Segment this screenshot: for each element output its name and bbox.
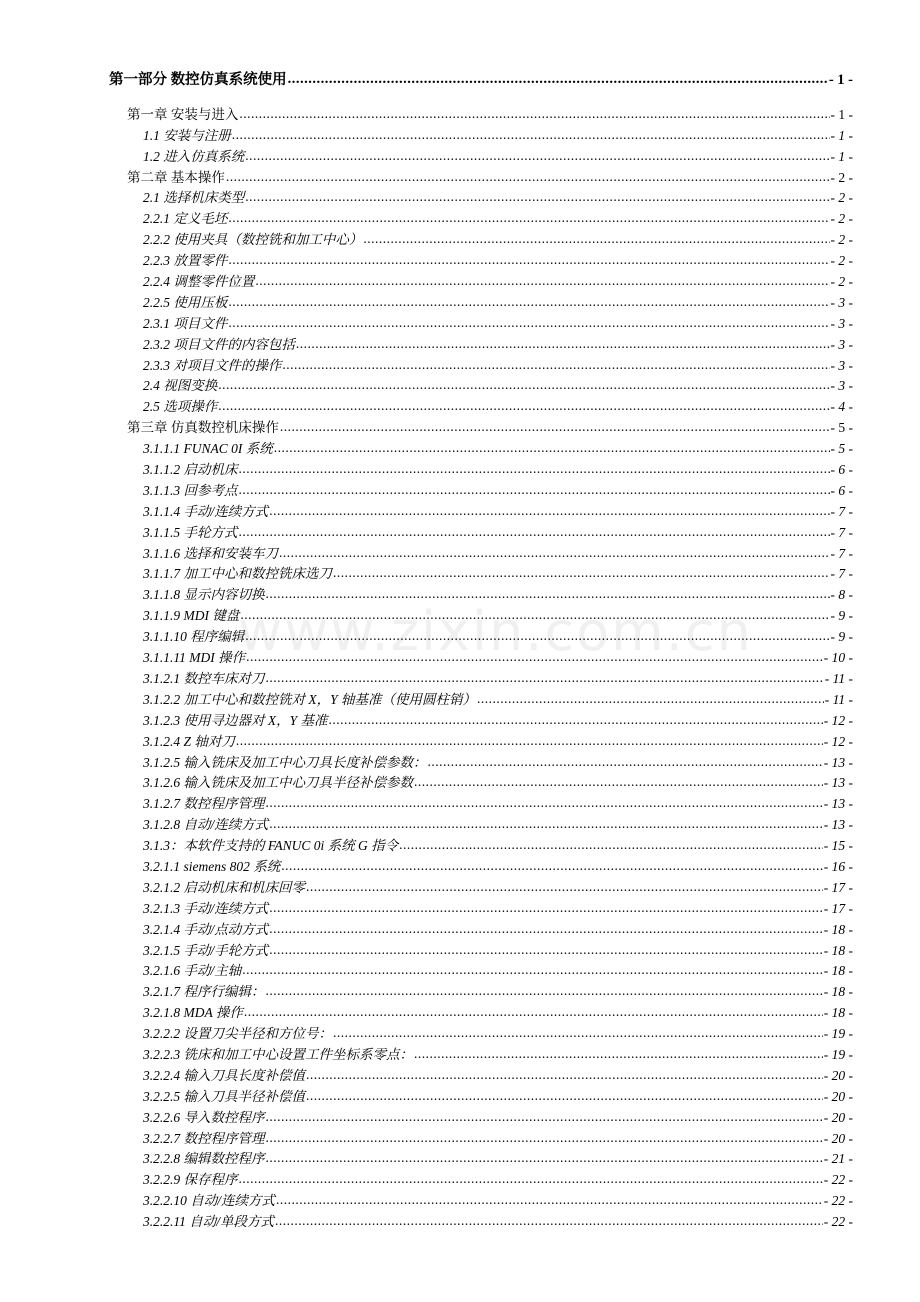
toc-entry-page-number: - 16 -: [823, 858, 853, 874]
toc-entry-title: 3.1.3：本软件支持的 FANUC 0i 系统 G 指令: [143, 838, 399, 854]
toc-entry-page-number: - 2 -: [830, 232, 853, 248]
dot-leader: [282, 357, 829, 373]
toc-section-entry[interactable]: [143, 582, 853, 603]
toc-entry-page-number: - 18 -: [823, 963, 853, 979]
toc-entry-title: 3.1.2.6 输入铣床及加工中心刀具半径补偿参数: [143, 775, 413, 791]
toc-entry-page-number: - 7 -: [830, 566, 853, 582]
toc-entry-title: 3.2.1.3 手动/连续方式: [143, 900, 269, 916]
toc-section-entry[interactable]: [143, 645, 853, 666]
toc-entry-page-number: - 13 -: [823, 754, 853, 770]
toc-section-entry[interactable]: [143, 854, 853, 875]
toc-entry-page-number: - 22 -: [823, 1214, 853, 1230]
toc-section-entry[interactable]: [143, 248, 853, 269]
toc-entry-title: 2.3.3 对项目文件的操作: [143, 357, 282, 373]
dot-leader: [363, 231, 829, 247]
dot-leader: [428, 754, 823, 770]
dot-leader: [269, 900, 822, 916]
dot-leader: [274, 440, 830, 456]
toc-entry-page-number: - 20 -: [823, 1088, 853, 1104]
toc-section-entry[interactable]: [143, 499, 853, 520]
toc-entry-page-number: - 11 -: [824, 691, 853, 707]
toc-entry-page-number: - 19 -: [823, 1046, 853, 1062]
dot-leader: [244, 1004, 823, 1020]
toc-entry-title: 3.1.1.5 手轮方式: [143, 524, 238, 540]
toc-entry-page-number: - 13 -: [823, 796, 853, 812]
toc-entry-page-number: - 8 -: [830, 587, 853, 603]
toc-entry-page-number: - 1 -: [828, 72, 853, 88]
toc-entry-title: 3.2.1.8 MDA 操作: [143, 1005, 243, 1021]
toc-entry-title: 3.2.2.3 铣床和加工中心设置工件坐标系零点：: [143, 1046, 413, 1062]
dot-leader: [276, 1192, 823, 1208]
toc-entry-title: 3.1.1.1 FUNAC 0I 系统: [143, 441, 273, 457]
toc-entry-title: 3.1.2.1 数控车床对刀: [143, 670, 265, 686]
toc-entry-title: 3.1.1.7 加工中心和数控铣床选刀: [143, 566, 332, 582]
toc-entry-page-number: - 21 -: [823, 1151, 853, 1167]
toc-entry-title: 2.3.1 项目文件: [143, 315, 228, 331]
dot-leader: [399, 837, 823, 853]
dot-leader: [306, 879, 823, 895]
toc-entry-title: 3.1.2.7 数控程序管理: [143, 796, 265, 812]
toc-section-entry[interactable]: [143, 227, 853, 248]
toc-entry-page-number: - 6 -: [830, 462, 853, 478]
toc-section-entry[interactable]: [143, 311, 853, 332]
toc-entry-page-number: - 22 -: [823, 1193, 853, 1209]
dot-leader: [228, 294, 829, 310]
toc-entry-page-number: - 6 -: [830, 482, 853, 498]
toc-section-entry[interactable]: [143, 729, 853, 750]
toc-entry-page-number: - 22 -: [823, 1172, 853, 1188]
toc-entry-title: 3.1.2.2 加工中心和数控铣对 X，Y 轴基准（使用圆柱销）: [143, 691, 477, 707]
dot-leader: [414, 774, 823, 790]
toc-section-entry[interactable]: [143, 1021, 853, 1042]
toc-section-entry[interactable]: [143, 938, 853, 959]
toc-entry-page-number: - 12 -: [823, 712, 853, 728]
dot-leader: [269, 503, 829, 519]
toc-section-entry[interactable]: [143, 959, 853, 980]
dot-leader: [266, 983, 823, 999]
toc-entry-page-number: - 7 -: [830, 524, 853, 540]
dot-leader: [266, 670, 824, 686]
dot-leader: [266, 586, 830, 602]
toc-section-entry[interactable]: [143, 562, 853, 583]
dot-leader: [245, 628, 829, 644]
toc-entry-page-number: - 1 -: [830, 127, 853, 143]
toc-entry-title: 3.2.1.2 启动机床和机床回零: [143, 879, 305, 895]
dot-leader: [275, 1213, 823, 1229]
toc-entry-page-number: - 17 -: [823, 879, 853, 895]
dot-leader: [333, 565, 830, 581]
toc-section-entry[interactable]: [143, 1147, 853, 1168]
toc-section-entry[interactable]: [143, 687, 853, 708]
dot-leader: [228, 315, 829, 331]
toc-entry-title: 2.2.4 调整零件位置: [143, 274, 255, 290]
toc-entry-page-number: - 9 -: [830, 608, 853, 624]
dot-leader: [228, 252, 829, 268]
toc-section-entry[interactable]: [143, 1042, 853, 1063]
dot-leader: [240, 607, 829, 623]
toc-entry-title: 3.2.2.11 自动/单段方式: [143, 1214, 274, 1230]
dot-leader: [333, 1025, 823, 1041]
spacer: [0, 88, 920, 102]
dot-leader: [269, 921, 822, 937]
toc-entry-title: 3.2.1.1 siemens 802 系统: [143, 858, 281, 874]
toc-section-entry[interactable]: [143, 791, 853, 812]
dot-leader: [246, 649, 823, 665]
toc-entry-page-number: - 2 -: [830, 169, 853, 185]
toc-section-entry[interactable]: [143, 394, 853, 415]
toc-section-entry[interactable]: [143, 541, 853, 562]
toc-entry-page-number: - 15 -: [823, 838, 853, 854]
toc-entry-page-number: - 12 -: [823, 733, 853, 749]
toc-section-entry[interactable]: [143, 750, 853, 771]
dot-leader: [239, 524, 830, 540]
toc-entry-page-number: - 1 -: [830, 106, 853, 122]
toc-entry-page-number: - 2 -: [830, 274, 853, 290]
toc-entry-title: 3.1.1.10 程序编辑: [143, 629, 245, 645]
toc-entry-page-number: - 18 -: [823, 942, 853, 958]
dot-leader: [296, 336, 830, 352]
toc-entry-title: 2.2.2 使用夹具（数控铣和加工中心）: [143, 232, 363, 248]
toc-entry-page-number: - 5 -: [830, 420, 853, 436]
toc-section-entry[interactable]: [143, 1167, 853, 1188]
toc-section-entry[interactable]: [143, 374, 853, 395]
toc-entry-title: 3.2.2.7 数控程序管理: [143, 1130, 265, 1146]
dot-leader: [245, 148, 829, 164]
toc-entry-title: 3.2.1.4 手动/点动方式: [143, 921, 269, 937]
toc-entry-title: 3.1.1.4 手动/连续方式: [143, 503, 269, 519]
dot-leader: [280, 419, 830, 435]
dot-leader: [266, 1150, 823, 1166]
toc-section-entry[interactable]: [143, 1126, 853, 1147]
toc-section-entry[interactable]: [143, 1105, 853, 1126]
toc-chapter-entry[interactable]: [127, 415, 853, 436]
toc-entry-title: 3.2.2.4 输入刀具长度补偿值: [143, 1067, 305, 1083]
toc-entry-title: 2.5 选项操作: [143, 399, 218, 415]
dot-leader: [266, 795, 823, 811]
toc-entry-page-number: - 3 -: [830, 315, 853, 331]
dot-leader: [242, 962, 822, 978]
toc-entry-page-number: - 20 -: [823, 1130, 853, 1146]
toc-section-entry[interactable]: [143, 896, 853, 917]
toc-section-entry[interactable]: [143, 478, 853, 499]
toc-section-entry[interactable]: [143, 917, 853, 938]
dot-leader: [239, 1171, 823, 1187]
toc-section-entry[interactable]: [143, 206, 853, 227]
toc-section-entry[interactable]: [143, 144, 853, 165]
toc-entry-page-number: - 20 -: [823, 1109, 853, 1125]
toc-section-entry[interactable]: [143, 520, 853, 541]
toc-entry-title: 3.2.2.8 编辑数控程序: [143, 1151, 265, 1167]
toc-entry-title: 2.3.2 项目文件的内容包括: [143, 336, 295, 352]
toc-entry-title: 3.2.2.2 设置刀尖半径和方位号：: [143, 1026, 332, 1042]
toc-entry-title: 3.1.2.3 使用寻边器对 X，Y 基准: [143, 712, 328, 728]
toc-entry-page-number: - 4 -: [830, 399, 853, 415]
toc-entry-title: 3.1.1.11 MDI 操作: [143, 650, 246, 666]
toc-entry-page-number: - 3 -: [830, 294, 853, 310]
toc-entry-title: 2.4 视图变换: [143, 378, 218, 394]
toc-section-entry[interactable]: [143, 436, 853, 457]
toc-section-entry[interactable]: [143, 1209, 853, 1230]
toc-entry-title: 第一章 安装与进入: [127, 106, 239, 122]
toc-entry-title: 2.2.5 使用压板: [143, 294, 228, 310]
dot-leader: [218, 398, 829, 414]
dot-leader: [279, 545, 830, 561]
dot-leader: [255, 273, 829, 289]
toc-entry-page-number: - 2 -: [830, 211, 853, 227]
toc-section-entry[interactable]: [143, 812, 853, 833]
dot-leader: [245, 189, 829, 205]
toc-entry-page-number: - 7 -: [830, 545, 853, 561]
toc-entry-page-number: - 13 -: [823, 775, 853, 791]
toc-entry-title: 1.2 进入仿真系统: [143, 148, 245, 164]
dot-leader: [269, 816, 822, 832]
dot-leader: [306, 1088, 823, 1104]
toc-part-entry[interactable]: [109, 64, 853, 88]
toc-entry-page-number: - 1 -: [830, 148, 853, 164]
toc-entry-page-number: - 17 -: [823, 900, 853, 916]
toc-section-entry[interactable]: [143, 353, 853, 374]
toc-section-entry[interactable]: [143, 979, 853, 1000]
toc-entry-title: 2.1 选择机床类型: [143, 190, 245, 206]
toc-entry-title: 3.2.2.5 输入刀具半径补偿值: [143, 1088, 305, 1104]
toc-entry-page-number: - 20 -: [823, 1067, 853, 1083]
toc-entry-title: 3.1.1.9 MDI 键盘: [143, 608, 240, 624]
toc-section-entry[interactable]: [143, 1084, 853, 1105]
toc-chapter-entry[interactable]: [127, 102, 853, 123]
toc-section-entry[interactable]: [143, 457, 853, 478]
toc-entry-page-number: - 18 -: [823, 921, 853, 937]
dot-leader: [266, 1130, 823, 1146]
dot-leader: [226, 169, 830, 185]
toc-entry-page-number: - 2 -: [830, 253, 853, 269]
dot-leader: [239, 106, 829, 122]
dot-leader: [239, 482, 830, 498]
toc-entry-page-number: - 13 -: [823, 817, 853, 833]
toc-entry-page-number: - 2 -: [830, 190, 853, 206]
toc-section-entry[interactable]: [143, 771, 853, 792]
toc-section-entry[interactable]: [143, 290, 853, 311]
toc-entry-title: 3.2.1.5 手动/手轮方式: [143, 942, 269, 958]
toc-entry-title: 1.1 安装与注册: [143, 127, 231, 143]
toc-section-entry[interactable]: [143, 624, 853, 645]
watermark-text: www.zixin.com.cn: [238, 600, 753, 663]
toc-section-entry[interactable]: [143, 123, 853, 144]
toc-section-entry[interactable]: [143, 833, 853, 854]
toc-section-entry[interactable]: [143, 666, 853, 687]
toc-section-entry[interactable]: [143, 186, 853, 207]
toc-entry-page-number: - 3 -: [830, 336, 853, 352]
toc-entry-title: 3.2.1.6 手动/主轴: [143, 963, 242, 979]
dot-leader: [269, 942, 822, 958]
toc-entry-title: 第二章 基本操作: [127, 169, 225, 185]
dot-leader: [306, 1067, 823, 1083]
dot-leader: [414, 1046, 823, 1062]
toc-chapter-entry[interactable]: [127, 165, 853, 186]
dot-leader: [329, 712, 823, 728]
toc-section-entry[interactable]: [143, 708, 853, 729]
dot-leader: [228, 210, 829, 226]
toc-entry-title: 3.1.2.5 输入铣床及加工中心刀具长度补偿参数：: [143, 754, 427, 770]
toc-entry-title: 3.2.2.6 导入数控程序: [143, 1109, 265, 1125]
dot-leader: [281, 858, 823, 874]
toc-entry-page-number: - 9 -: [830, 629, 853, 645]
dot-leader: [266, 1109, 823, 1125]
toc-entry-title: 3.2.1.7 程序行编辑：: [143, 984, 265, 1000]
toc-entry-title: 3.1.2.4 Z 轴对刀: [143, 733, 235, 749]
toc-entry-page-number: - 18 -: [823, 984, 853, 1000]
toc-entry-title: 3.1.2.8 自动/连续方式: [143, 817, 269, 833]
toc-section-entry[interactable]: [143, 269, 853, 290]
toc-entry-title: 第一部分 数控仿真系统使用: [109, 72, 287, 88]
toc-entry-title: 3.1.1.2 启动机床: [143, 462, 238, 478]
toc-entry-page-number: - 10 -: [823, 650, 853, 666]
toc-entry-title: 3.1.1.3 回参考点: [143, 482, 238, 498]
table-of-contents: [0, 64, 920, 1230]
toc-entry-page-number: - 19 -: [823, 1026, 853, 1042]
toc-entry-title: 3.2.2.10 自动/连续方式: [143, 1193, 276, 1209]
toc-entry-page-number: - 5 -: [830, 441, 853, 457]
toc-entry-title: 3.2.2.9 保存程序: [143, 1172, 238, 1188]
toc-entry-title: 2.2.3 放置零件: [143, 253, 228, 269]
dot-leader: [288, 71, 828, 87]
toc-section-entry[interactable]: [143, 1188, 853, 1209]
dot-leader: [218, 377, 829, 393]
toc-section-entry[interactable]: [143, 875, 853, 896]
toc-entry-page-number: - 18 -: [823, 1005, 853, 1021]
toc-section-entry[interactable]: [143, 1000, 853, 1021]
toc-entry-page-number: - 11 -: [824, 670, 853, 686]
toc-entry-page-number: - 3 -: [830, 378, 853, 394]
dot-leader: [236, 733, 823, 749]
toc-entry-title: 3.1.1.8 显示内容切换: [143, 587, 265, 603]
toc-section-entry[interactable]: [143, 332, 853, 353]
toc-entry-page-number: - 7 -: [830, 503, 853, 519]
dot-leader: [232, 127, 830, 143]
dot-leader: [239, 461, 830, 477]
toc-entry-title: 3.1.1.6 选择和安装车刀: [143, 545, 278, 561]
dot-leader: [477, 691, 824, 707]
toc-entry-title: 2.2.1 定义毛坯: [143, 211, 228, 227]
toc-section-entry[interactable]: [143, 603, 853, 624]
toc-entry-page-number: - 3 -: [830, 357, 853, 373]
toc-section-entry[interactable]: [143, 1063, 853, 1084]
toc-entry-title: 第三章 仿真数控机床操作: [127, 420, 279, 436]
